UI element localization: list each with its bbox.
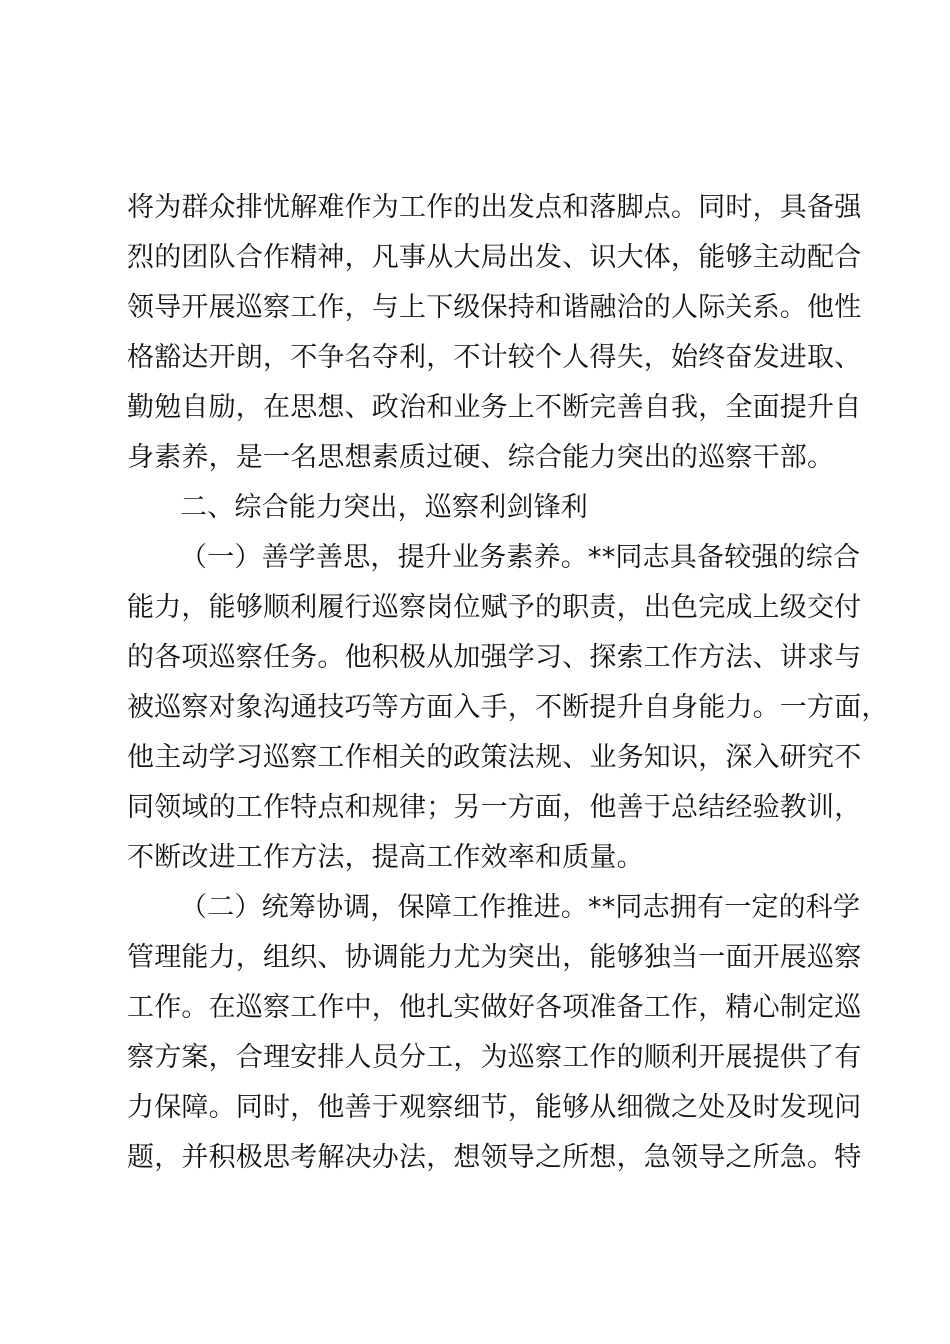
text-line: 题，并积极思考解决办法，想领导之所想，急领导之所急。特 [127, 1142, 862, 1173]
text-line: 能力，能够顺利履行巡察岗位赋予的职责，出色完成上级交付 [127, 592, 862, 623]
text-line: 工作。在巡察工作中，他扎实做好各项准备工作，精心制定巡 [127, 992, 862, 1023]
paragraph-start-line: （一）善学善思，提升业务素养。**同志具备较强的综合 [180, 542, 861, 573]
paragraph-start-line: （二）统筹协调，保障工作推进。**同志拥有一定的科学 [180, 892, 861, 923]
text-line: 他主动学习巡察工作相关的政策法规、业务知识，深入研究不 [127, 742, 862, 773]
text-line: 管理能力，组织、协调能力尤为突出，能够独当一面开展巡察 [127, 942, 862, 973]
text-line: 格豁达开朗，不争名夺利，不计较个人得失，始终奋发进取、 [127, 342, 862, 373]
text-line: 察方案，合理安排人员分工，为巡察工作的顺利开展提供了有 [127, 1042, 862, 1073]
text-line: 领导开展巡察工作，与上下级保持和谐融洽的人际关系。他性 [127, 292, 862, 323]
text-line: 烈的团队合作精神，凡事从大局出发、识大体，能够主动配合 [127, 242, 862, 273]
text-line: 的各项巡察任务。他积极从加强学习、探索工作方法、讲求与 [127, 642, 862, 673]
text-line: 身素养，是一名思想素质过硬、综合能力突出的巡察干部。 [127, 442, 835, 473]
text-line: 同领域的工作特点和规律；另一方面，他善于总结经验教训， [127, 792, 862, 823]
section-heading: 二、综合能力突出，巡察利剑锋利 [180, 492, 588, 523]
text-line: 不断改进工作方法，提高工作效率和质量。 [127, 842, 644, 873]
text-line: 被巡察对象沟通技巧等方面入手，不断提升自身能力。一方面， [127, 692, 889, 723]
text-line: 力保障。同时，他善于观察细节，能够从细微之处及时发现问 [127, 1092, 862, 1123]
text-line: 将为群众排忧解难作为工作的出发点和落脚点。同时，具备强 [127, 192, 862, 223]
text-line: 勤勉自励，在思想、政治和业务上不断完善自我，全面提升自 [127, 392, 862, 423]
